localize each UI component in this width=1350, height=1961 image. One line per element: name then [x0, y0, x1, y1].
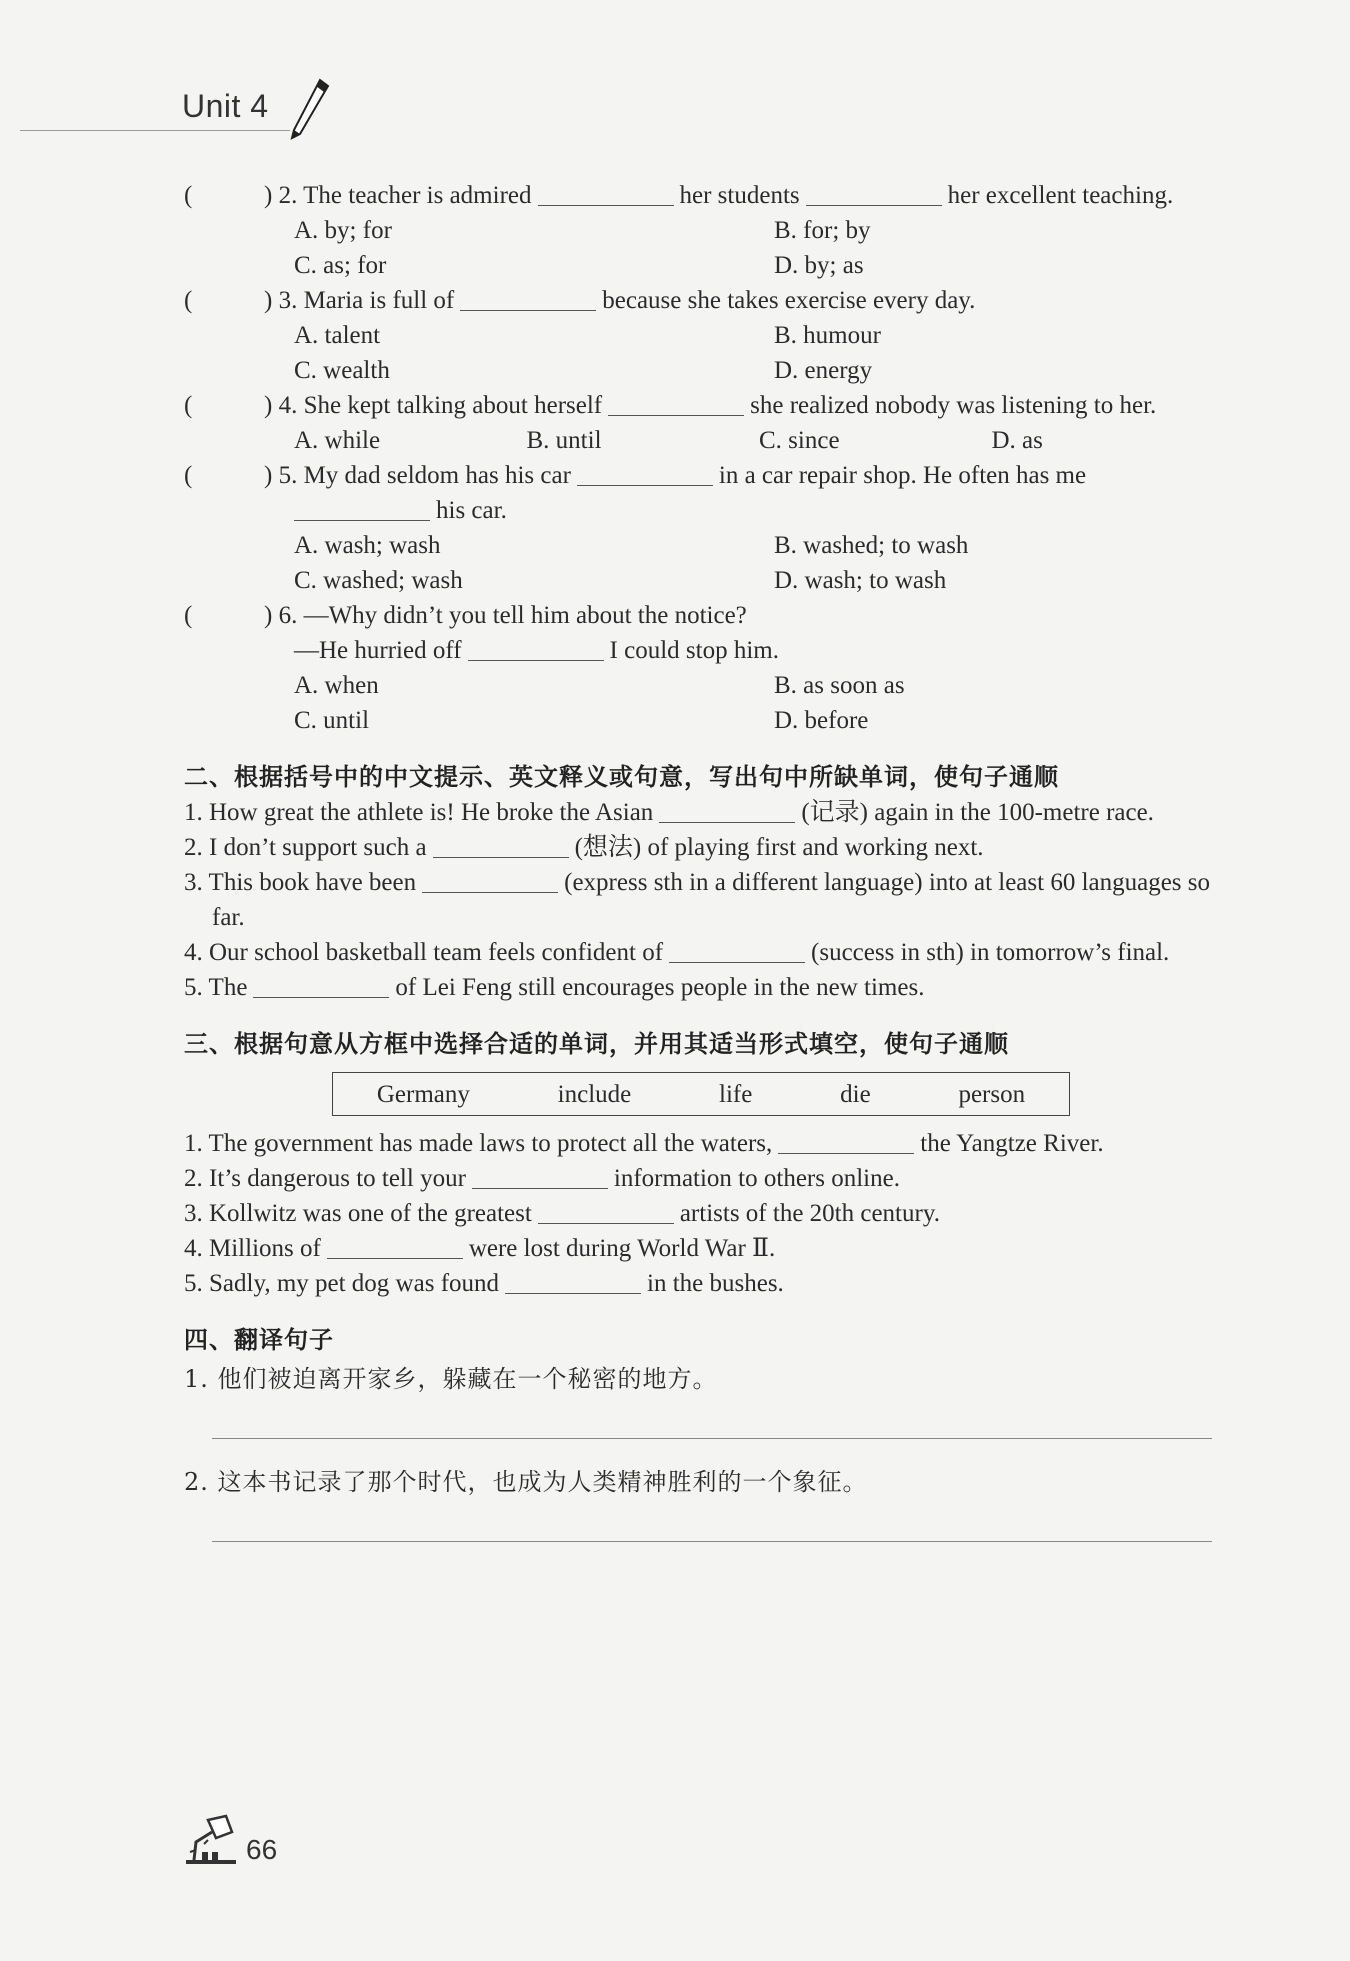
word-option: person	[958, 1080, 1026, 1108]
answer-blank[interactable]	[778, 1152, 914, 1154]
option[interactable]: C. wealth	[294, 357, 390, 384]
option[interactable]: B. humour	[774, 322, 881, 349]
answer-line[interactable]	[212, 1540, 1212, 1542]
question-5: ( ) 5. My dad seldom has his car in a car repair shop. He often has me	[184, 458, 1224, 493]
question-continuation: his car.	[184, 493, 1224, 528]
fill-item: 5. The of Lei Feng still encourages people in the new times.	[184, 974, 925, 1001]
option[interactable]: D. by; as	[774, 252, 864, 279]
fill-item: 3. This book have been (express sth in a different language) into at least 60 languages so far.	[184, 869, 1211, 931]
option[interactable]: D. as	[991, 427, 1043, 454]
option[interactable]: A. while	[294, 427, 381, 454]
fill-item: 2. I don’t support such a (想法) of playing first and working next.	[184, 834, 984, 861]
option[interactable]: D. wash; to wash	[774, 567, 947, 594]
options	[184, 213, 1224, 248]
answer-blank[interactable]	[327, 1257, 463, 1259]
word-option: die	[840, 1080, 871, 1108]
question-3: ( ) 3. Maria is full of because she takes exercise every day.	[184, 283, 1224, 318]
answer-blank[interactable]	[669, 961, 805, 963]
fill-item: 1. How great the athlete is! He broke the Asian (记录) again in the 100-metre race.	[184, 799, 1154, 826]
option[interactable]: B. as soon as	[774, 672, 905, 699]
options	[184, 353, 1224, 388]
answer-bracket[interactable]: (	[184, 462, 193, 489]
answer-blank[interactable]	[538, 1222, 674, 1224]
option[interactable]: C. since	[759, 427, 840, 454]
answer-blank[interactable]	[294, 519, 430, 521]
options	[184, 423, 1224, 458]
answer-bracket[interactable]: (	[184, 392, 193, 419]
option[interactable]: C. as; for	[294, 252, 387, 279]
header-rule	[20, 130, 290, 131]
fill-item: 4. Our school basketball team feels confident of (success in sth) in tomorrow’s final.	[184, 939, 1170, 966]
option[interactable]: A. wash; wash	[294, 532, 441, 559]
word-box	[332, 1072, 1070, 1116]
answer-bracket[interactable]: (	[184, 602, 193, 629]
answer-blank[interactable]	[505, 1292, 641, 1294]
question-continuation: —He hurried off I could stop him.	[294, 637, 779, 664]
option[interactable]: B. until	[526, 427, 602, 454]
answer-blank[interactable]	[468, 659, 604, 661]
question-2: ( ) 2. The teacher is admired her students her excellent teaching.	[184, 178, 1224, 213]
option[interactable]: A. talent	[294, 322, 381, 349]
answer-bracket[interactable]: (	[184, 287, 193, 314]
word-option: life	[719, 1080, 753, 1108]
answer-blank[interactable]	[538, 204, 674, 206]
translate-item: 1. 他们被迫离开家乡，躲藏在一个秘密的地方。	[184, 1365, 718, 1393]
question-6: ( ) 6. —Why didn’t you tell him about the notice?	[184, 598, 1224, 633]
fill-item: 4. Millions of were lost during World War Ⅱ.	[184, 1235, 776, 1262]
answer-blank[interactable]	[608, 414, 744, 416]
option[interactable]: B. for; by	[774, 217, 871, 244]
answer-blank[interactable]	[460, 309, 596, 311]
answer-blank[interactable]	[253, 996, 389, 998]
answer-line[interactable]	[212, 1437, 1212, 1439]
answer-blank[interactable]	[422, 891, 558, 893]
answer-bracket[interactable]: (	[184, 182, 193, 209]
option[interactable]: A. by; for	[294, 217, 392, 244]
answer-blank[interactable]	[659, 821, 795, 823]
answer-blank[interactable]	[577, 484, 713, 486]
word-option: Germany	[376, 1080, 470, 1108]
options	[184, 563, 1224, 598]
content	[184, 178, 1224, 1542]
section-4-title: 四、翻译句子	[184, 1326, 334, 1354]
option[interactable]: C. until	[294, 707, 370, 734]
fill-item: 3. Kollwitz was one of the greatest artists of the 20th century.	[184, 1200, 940, 1227]
question-4: ( ) 4. She kept talking about herself she realized nobody was listening to her.	[184, 388, 1224, 423]
word-option: include	[557, 1080, 632, 1108]
options	[184, 668, 1224, 703]
section-2-title: 二、根据括号中的中文提示、英文释义或句意，写出句中所缺单词，使句子通顺	[184, 763, 1059, 791]
option[interactable]: C. washed; wash	[294, 567, 463, 594]
answer-blank[interactable]	[806, 204, 942, 206]
fill-item: 1. The government has made laws to protect all the waters, the Yangtze River.	[184, 1130, 1104, 1157]
page-number: 66	[246, 1834, 278, 1865]
option[interactable]: A. when	[294, 672, 379, 699]
options	[184, 703, 1224, 738]
option[interactable]: B. washed; to wash	[774, 532, 969, 559]
unit-title: Unit 4	[182, 88, 269, 124]
option[interactable]: D. energy	[774, 357, 873, 384]
pen-icon	[286, 78, 332, 144]
desk-lamp-icon	[182, 1812, 240, 1868]
answer-blank[interactable]	[472, 1187, 608, 1189]
fill-item: 5. Sadly, my pet dog was found in the bushes.	[184, 1270, 784, 1297]
translate-item: 2. 这本书记录了那个时代，也成为人类精神胜利的一个象征。	[184, 1468, 868, 1496]
options	[184, 318, 1224, 353]
options	[184, 248, 1224, 283]
options	[184, 528, 1224, 563]
option[interactable]: D. before	[774, 707, 869, 734]
answer-blank[interactable]	[433, 856, 569, 858]
section-3-title: 三、根据句意从方框中选择合适的单词，并用其适当形式填空，使句子通顺	[184, 1030, 1009, 1058]
fill-item: 2. It’s dangerous to tell your information to others online.	[184, 1165, 900, 1192]
